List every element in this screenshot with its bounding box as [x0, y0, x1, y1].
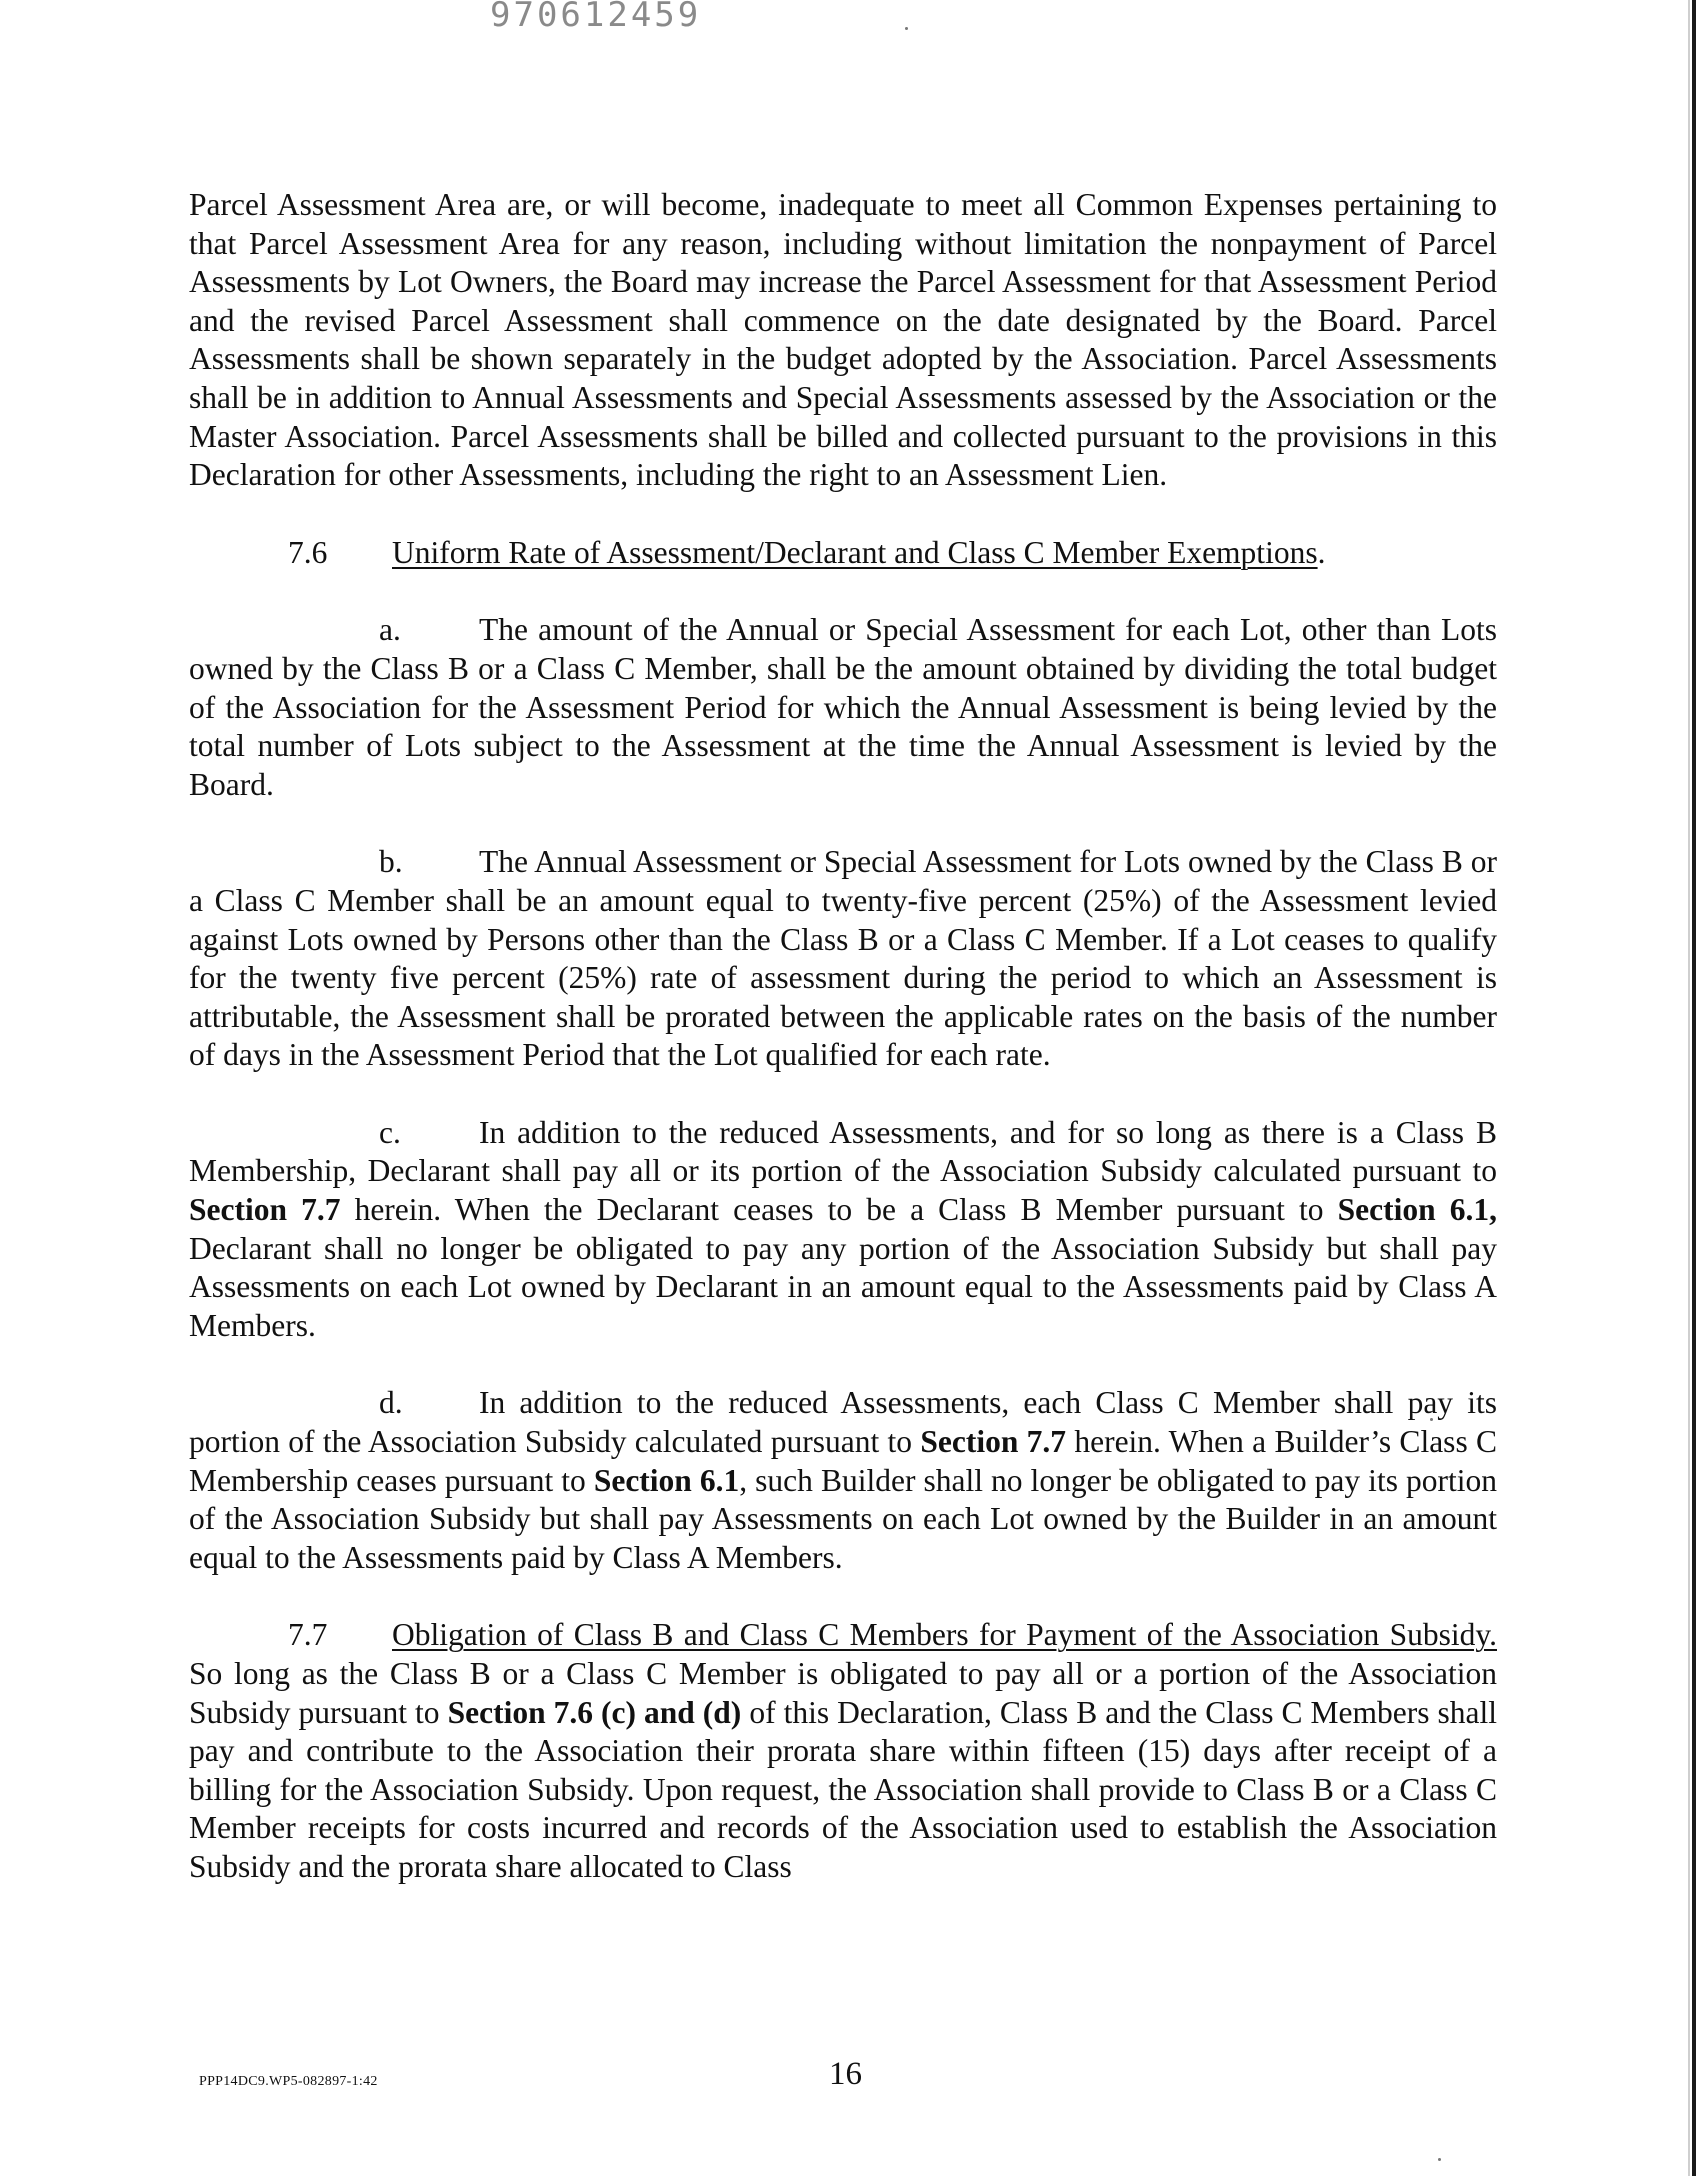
section-number: 7.6	[288, 534, 328, 570]
section-text: So long as the Class B or a Class C Member is obligated to pay all or a portion of the Association Subsidy pursuant to	[189, 1656, 1497, 1730]
document-body	[189, 186, 1497, 1887]
subsection-text: Declarant shall no longer be obligated to pay any portion of the Association Subsidy but shall pay Assessments on each Lot owned by Declarant in an amount equal to the Assessments paid by Class A Members.	[189, 1230, 1497, 1343]
section-reference: Section 6.1	[593, 1462, 740, 1498]
subsection-label: d.	[379, 1385, 403, 1421]
document-stamp-number: 970612459	[490, 0, 702, 28]
scan-speck	[1438, 2158, 1441, 2161]
section-7-7	[189, 1616, 1497, 1886]
subsection-d	[189, 1384, 1497, 1577]
subsection-text: herein. When a Builder’s Class C Membership ceases pursuant to	[189, 1424, 1498, 1498]
subsection-c	[189, 1114, 1497, 1346]
footer-file-code: PPP14DC9.WP5-082897-1:42	[199, 2074, 378, 2089]
section-title: Uniform Rate of Assessment/Declarant and Class C Member Exemptions	[392, 534, 1318, 570]
subsection-b	[189, 843, 1497, 1075]
scan-speck	[905, 27, 908, 30]
section-number: 7.7	[288, 1617, 328, 1653]
page-number: 16	[829, 2056, 862, 2092]
intro-paragraph: Parcel Assessment Area are, or will become, inadequate to meet all Common Expenses pertaining to that Parcel Assessment Area for any reason, including without limitation the nonpayment of Parcel Assessments by Lot Owners, the Board may increase the Parcel Assessment for that Assessment Period and the revised Parcel Assessment shall commence on the date designated by the Board. Parcel Assessments shall be shown separately in the budget adopted by the Association. Parcel Assessments shall be in addition to Annual Assessments and Special Assessments assessed by the Association or the Master Association. Parcel Assessments shall be billed and collected pursuant to the provisions in this Declaration for other Assessments, including the right to an Assessment Lien.	[189, 187, 1497, 493]
subsection-text: herein. When the Declarant ceases to be a Class B Member pursuant to	[354, 1192, 1324, 1228]
subsection-text: The Annual Assessment or Special Assessment for Lots owned by the Class B or a Class C Member shall be an amount equal to twenty-five percent (25%) of the Assessment levied against Lots owned by Persons other than the Class B or a Class C Member. If a Lot ceases to qualify for the twenty five percent (25%) rate of assessment during the period to which an Assessment is attributable, the Assessment shall be prorated between the applicable rates on the basis of the number of days in the Assessment Period that the Lot qualified for each rate.	[189, 844, 1497, 1073]
subsection-label: a.	[379, 612, 401, 648]
section-title-period: .	[1317, 534, 1326, 570]
subsection-text: In addition to the reduced Assessments, and for so long as there is a Class B Membership, Declarant shall pay all or its portion of the Association Subsidy calculated pursuant to	[189, 1114, 1497, 1189]
section-title: Obligation of Class B and Class C Members for Payment of the Association Subsidy.	[392, 1617, 1497, 1653]
subsection-label: b.	[379, 844, 403, 880]
section-reference: Section 6.1,	[1337, 1192, 1497, 1228]
section-reference: Section 7.6 (c) and (d)	[447, 1694, 742, 1730]
section-7-6-heading	[189, 534, 1497, 573]
subsection-text: The amount of the Annual or Special Assessment for each Lot, other than Lots owned by the Class B or a Class C Member, shall be the amount obtained by dividing the total budget of the Association for the Assessment Period for which the Annual Assessment is being levied by the total number of Lots subject to the Assessment at the time the Annual Assessment is levied by the Board.	[189, 612, 1497, 802]
subsection-a	[189, 611, 1497, 804]
scan-page-edge-shadow	[1688, 0, 1690, 2176]
section-reference: Section 7.7	[189, 1192, 341, 1228]
section-reference: Section 7.7	[920, 1424, 1067, 1460]
subsection-label: c.	[379, 1114, 401, 1150]
subsection-text: In addition to the reduced Assessments, each Class C Member shall pay its portion of the Association Subsidy calculated pursuant to	[189, 1385, 1497, 1460]
scan-page-edge	[1692, 0, 1696, 2176]
section-text: of this Declaration, Class B and the Class C Members shall pay and contribute to the Association their prorata share within fifteen (15) days after receipt of a billing for the Association Subsidy. Upon request, the Association shall provide to Class B or a Class C Member receipts for costs incurred and records of the Association used to establish the Association Subsidy and the prorata share allocated to Class	[189, 1694, 1498, 1884]
subsection-text: , such Builder shall no longer be obligated to pay its portion of the Association Subsidy but shall pay Assessments on each Lot owned by the Builder in an amount equal to the Assessments paid by Class A Members.	[189, 1462, 1497, 1575]
